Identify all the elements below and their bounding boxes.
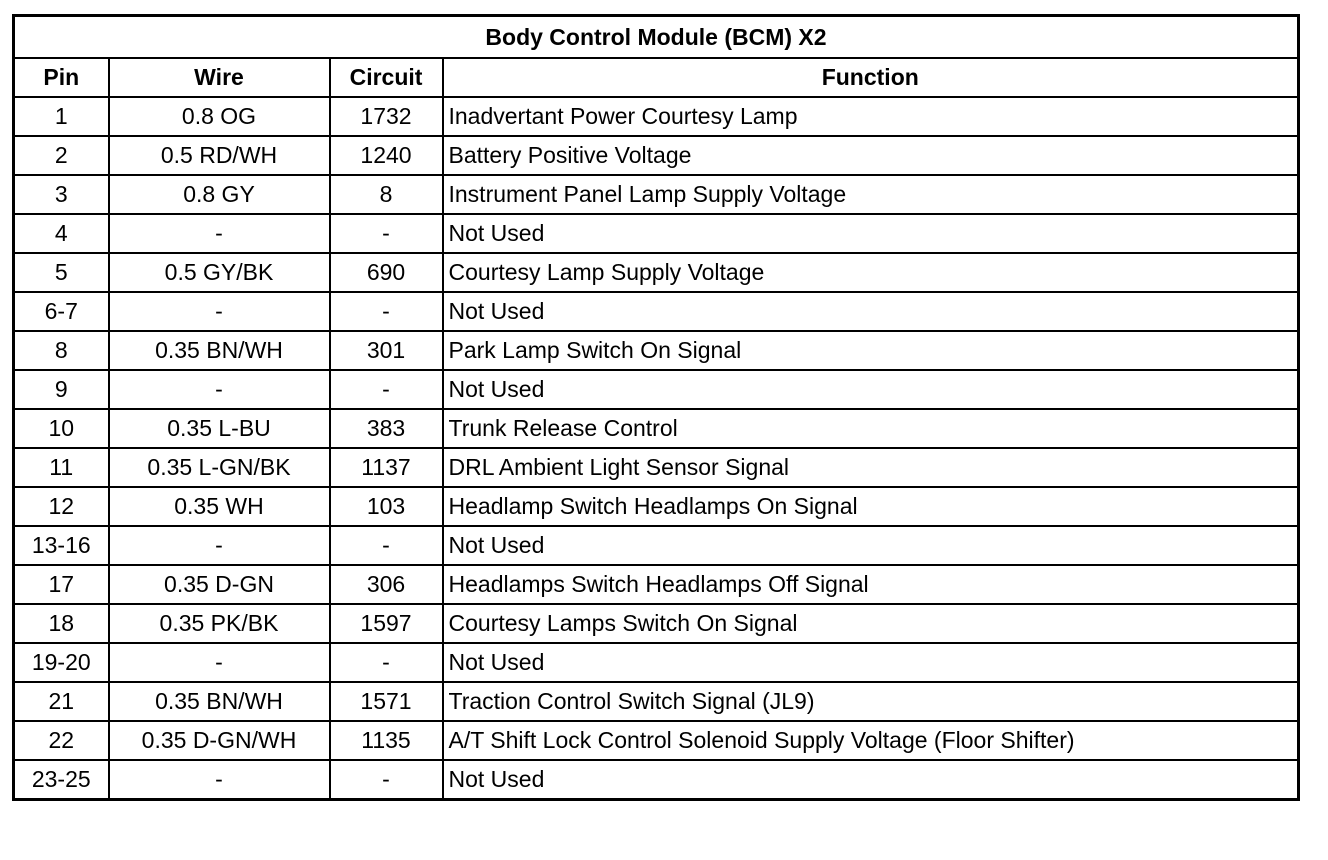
cell-pin: 4 <box>14 214 109 253</box>
cell-circuit: - <box>330 370 443 409</box>
cell-wire: - <box>109 643 330 682</box>
cell-circuit: 8 <box>330 175 443 214</box>
cell-pin: 5 <box>14 253 109 292</box>
header-function: Function <box>443 58 1299 97</box>
cell-pin: 21 <box>14 682 109 721</box>
table-row <box>14 487 1299 526</box>
cell-pin: 18 <box>14 604 109 643</box>
cell-circuit: - <box>330 526 443 565</box>
cell-circuit: 1137 <box>330 448 443 487</box>
cell-pin: 17 <box>14 565 109 604</box>
cell-wire: 0.35 D-GN/WH <box>109 721 330 760</box>
cell-wire: 0.35 D-GN <box>109 565 330 604</box>
cell-function: Headlamps Switch Headlamps Off Signal <box>443 565 1299 604</box>
cell-function: Not Used <box>443 526 1299 565</box>
cell-function: A/T Shift Lock Control Solenoid Supply Voltage (Floor Shifter) <box>443 721 1299 760</box>
cell-function: Courtesy Lamp Supply Voltage <box>443 253 1299 292</box>
table-row <box>14 604 1299 643</box>
table-row <box>14 448 1299 487</box>
cell-function: Park Lamp Switch On Signal <box>443 331 1299 370</box>
cell-wire: 0.35 WH <box>109 487 330 526</box>
cell-pin: 19-20 <box>14 643 109 682</box>
cell-function: Inadvertant Power Courtesy Lamp <box>443 97 1299 136</box>
cell-wire: 0.8 GY <box>109 175 330 214</box>
table-row <box>14 331 1299 370</box>
cell-pin: 12 <box>14 487 109 526</box>
cell-circuit: 1597 <box>330 604 443 643</box>
cell-circuit: - <box>330 760 443 800</box>
header-pin: Pin <box>14 58 109 97</box>
cell-function: Instrument Panel Lamp Supply Voltage <box>443 175 1299 214</box>
cell-pin: 8 <box>14 331 109 370</box>
header-wire: Wire <box>109 58 330 97</box>
table-row <box>14 409 1299 448</box>
cell-circuit: 301 <box>330 331 443 370</box>
table-row <box>14 643 1299 682</box>
cell-circuit: - <box>330 292 443 331</box>
cell-circuit: - <box>330 643 443 682</box>
table-row <box>14 370 1299 409</box>
cell-function: Not Used <box>443 292 1299 331</box>
cell-circuit: 1135 <box>330 721 443 760</box>
cell-wire: 0.35 BN/WH <box>109 331 330 370</box>
table-header-row <box>14 58 1299 97</box>
cell-circuit: 1240 <box>330 136 443 175</box>
cell-wire: - <box>109 214 330 253</box>
cell-function: Not Used <box>443 370 1299 409</box>
table-row <box>14 175 1299 214</box>
cell-wire: 0.8 OG <box>109 97 330 136</box>
table-row <box>14 526 1299 565</box>
table-body <box>14 97 1299 800</box>
cell-wire: 0.35 L-BU <box>109 409 330 448</box>
cell-wire: - <box>109 526 330 565</box>
table-row <box>14 97 1299 136</box>
cell-wire: 0.5 GY/BK <box>109 253 330 292</box>
table-row <box>14 136 1299 175</box>
table-row <box>14 682 1299 721</box>
cell-function: Not Used <box>443 214 1299 253</box>
cell-pin: 3 <box>14 175 109 214</box>
cell-pin: 9 <box>14 370 109 409</box>
table-row <box>14 760 1299 800</box>
cell-function: Not Used <box>443 760 1299 800</box>
cell-function: Not Used <box>443 643 1299 682</box>
cell-pin: 1 <box>14 97 109 136</box>
cell-wire: - <box>109 292 330 331</box>
table-row <box>14 565 1299 604</box>
table-row <box>14 214 1299 253</box>
cell-pin: 2 <box>14 136 109 175</box>
cell-pin: 10 <box>14 409 109 448</box>
cell-function: Courtesy Lamps Switch On Signal <box>443 604 1299 643</box>
cell-circuit: 383 <box>330 409 443 448</box>
table-row <box>14 253 1299 292</box>
cell-pin: 13-16 <box>14 526 109 565</box>
cell-circuit: 1732 <box>330 97 443 136</box>
connector-pinout-table <box>12 14 1300 801</box>
cell-circuit: 1571 <box>330 682 443 721</box>
cell-pin: 23-25 <box>14 760 109 800</box>
cell-wire: - <box>109 760 330 800</box>
table-row <box>14 292 1299 331</box>
cell-function: Traction Control Switch Signal (JL9) <box>443 682 1299 721</box>
cell-function: DRL Ambient Light Sensor Signal <box>443 448 1299 487</box>
cell-wire: 0.5 RD/WH <box>109 136 330 175</box>
cell-wire: 0.35 L-GN/BK <box>109 448 330 487</box>
cell-function: Battery Positive Voltage <box>443 136 1299 175</box>
table-row <box>14 721 1299 760</box>
cell-function: Headlamp Switch Headlamps On Signal <box>443 487 1299 526</box>
cell-circuit: 690 <box>330 253 443 292</box>
cell-circuit: 103 <box>330 487 443 526</box>
cell-circuit: 306 <box>330 565 443 604</box>
cell-circuit: - <box>330 214 443 253</box>
header-circuit: Circuit <box>330 58 443 97</box>
table-title: Body Control Module (BCM) X2 <box>14 16 1299 59</box>
table-title-row <box>14 16 1299 59</box>
cell-pin: 6-7 <box>14 292 109 331</box>
cell-pin: 11 <box>14 448 109 487</box>
cell-function: Trunk Release Control <box>443 409 1299 448</box>
cell-wire: 0.35 PK/BK <box>109 604 330 643</box>
cell-pin: 22 <box>14 721 109 760</box>
cell-wire: 0.35 BN/WH <box>109 682 330 721</box>
cell-wire: - <box>109 370 330 409</box>
